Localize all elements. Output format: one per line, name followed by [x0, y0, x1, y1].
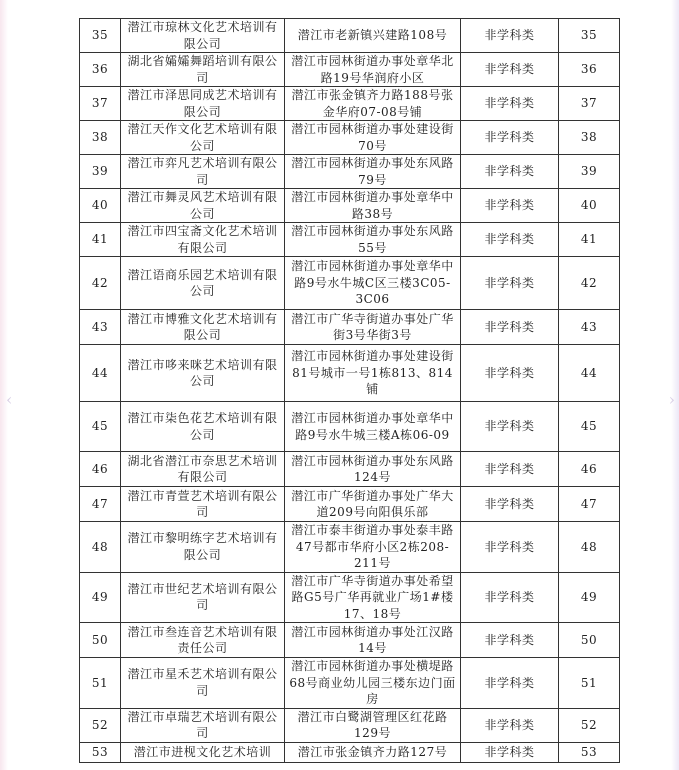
row-number-cell: 42 — [80, 257, 121, 310]
row-number-cell: 37 — [80, 87, 121, 121]
row-number-cell: 41 — [80, 223, 121, 257]
category-cell: 非学科类 — [461, 708, 559, 742]
table-row — [80, 223, 620, 257]
institution-name-cell: 潜江市四宝斋文化艺术培训有限公司 — [121, 223, 285, 257]
institution-address-cell: 潜江市园林街道办事处建设街81号城市一号1栋813、814铺 — [285, 345, 461, 402]
table-row — [80, 487, 620, 522]
institution-name-cell: 潜江市叁连音艺术培训有限责任公司 — [121, 623, 285, 658]
institution-address-cell: 潜江市白鹭湖管理区红花路129号 — [285, 708, 461, 742]
institution-name-cell: 潜江市青萱艺术培训有限公司 — [121, 487, 285, 522]
institution-name-cell: 潜江市黎明练字艺术培训有限公司 — [121, 522, 285, 573]
institution-name-cell: 潜江市世纪艺术培训有限公司 — [121, 572, 285, 623]
institution-address-cell: 潜江市园林街道办事处横堤路68号商业幼儿园三楼东边门面房 — [285, 658, 461, 709]
institution-address-cell: 潜江市老新镇兴建路108号 — [285, 19, 461, 53]
row-index-cell: 37 — [559, 87, 620, 121]
category-cell: 非学科类 — [461, 742, 559, 762]
table-row — [80, 257, 620, 310]
row-number-cell: 39 — [80, 155, 121, 189]
institution-address-cell: 潜江市园林街道办事处江汉路14号 — [285, 623, 461, 658]
institution-address-cell: 潜江市张金镇齐力路188号张金华府07-08号铺 — [285, 87, 461, 121]
row-index-cell: 43 — [559, 310, 620, 345]
row-index-cell: 46 — [559, 452, 620, 487]
table-row — [80, 310, 620, 345]
category-cell: 非学科类 — [461, 345, 559, 402]
row-index-cell: 44 — [559, 345, 620, 402]
row-index-cell: 40 — [559, 189, 620, 223]
category-cell: 非学科类 — [461, 53, 559, 87]
institution-address-cell: 潜江市广华寺街道办事处广华街3号华街3号 — [285, 310, 461, 345]
row-number-cell: 36 — [80, 53, 121, 87]
table-row — [80, 658, 620, 709]
institution-address-cell: 潜江市园林街道办事处建设街70号 — [285, 121, 461, 155]
institution-address-cell: 潜江市园林街道办事处东风路55号 — [285, 223, 461, 257]
table-row — [80, 155, 620, 189]
table-row — [80, 121, 620, 155]
row-number-cell: 53 — [80, 742, 121, 762]
institution-name-cell: 潜江市泽思同成艺术培训有限公司 — [121, 87, 285, 121]
row-number-cell: 40 — [80, 189, 121, 223]
category-cell: 非学科类 — [461, 522, 559, 573]
institution-name-cell: 潜江市哆来咪艺术培训有限公司 — [121, 345, 285, 402]
row-number-cell: 47 — [80, 487, 121, 522]
row-number-cell: 44 — [80, 345, 121, 402]
institution-table — [79, 18, 620, 763]
row-number-cell: 48 — [80, 522, 121, 573]
institution-address-cell: 潜江市园林街道办事处章华中路38号 — [285, 189, 461, 223]
row-index-cell: 41 — [559, 223, 620, 257]
table-row — [80, 572, 620, 623]
category-cell: 非学科类 — [461, 189, 559, 223]
row-index-cell: 45 — [559, 402, 620, 452]
row-index-cell: 53 — [559, 742, 620, 762]
category-cell: 非学科类 — [461, 87, 559, 121]
institution-address-cell: 潜江市园林街道办事处章华北路19号华润府小区 — [285, 53, 461, 87]
row-number-cell: 51 — [80, 658, 121, 709]
row-index-cell: 48 — [559, 522, 620, 573]
category-cell: 非学科类 — [461, 623, 559, 658]
row-number-cell: 35 — [80, 19, 121, 53]
table-row — [80, 19, 620, 53]
institution-name-cell: 潜江市进枧文化艺术培训 — [121, 742, 285, 762]
category-cell: 非学科类 — [461, 121, 559, 155]
category-cell: 非学科类 — [461, 310, 559, 345]
row-index-cell: 42 — [559, 257, 620, 310]
category-cell: 非学科类 — [461, 257, 559, 310]
table-row — [80, 189, 620, 223]
institution-name-cell: 潜江市琼林文化艺术培训有限公司 — [121, 19, 285, 53]
table-row — [80, 742, 620, 762]
table-row — [80, 87, 620, 121]
row-index-cell: 51 — [559, 658, 620, 709]
institution-address-cell: 潜江市泰丰街道办事处泰丰路47号都市华府小区2栋208-211号 — [285, 522, 461, 573]
institution-address-cell: 潜江市张金镇齐力路127号 — [285, 742, 461, 762]
row-number-cell: 43 — [80, 310, 121, 345]
table-row — [80, 522, 620, 573]
institution-name-cell: 潜江天作文化艺术培训有限公司 — [121, 121, 285, 155]
row-index-cell: 47 — [559, 487, 620, 522]
table-row — [80, 452, 620, 487]
row-number-cell: 49 — [80, 572, 121, 623]
institution-address-cell: 潜江市园林街道办事处章华中路9号水牛城C区三楼3C05-3C06 — [285, 257, 461, 310]
row-number-cell: 50 — [80, 623, 121, 658]
institution-name-cell: 潜江市柒色花艺术培训有限公司 — [121, 402, 285, 452]
row-index-cell: 36 — [559, 53, 620, 87]
institution-name-cell: 湖北省潜江市奈思艺术培训有限公司 — [121, 452, 285, 487]
category-cell: 非学科类 — [461, 402, 559, 452]
row-index-cell: 49 — [559, 572, 620, 623]
category-cell: 非学科类 — [461, 487, 559, 522]
institution-address-cell: 潜江市园林街道办事处章华中路9号水牛城三楼A栋06-09 — [285, 402, 461, 452]
institution-name-cell: 潜江市星禾艺术培训有限公司 — [121, 658, 285, 709]
row-index-cell: 39 — [559, 155, 620, 189]
institution-name-cell: 湖北省孀孀舞蹈培训有限公司 — [121, 53, 285, 87]
category-cell: 非学科类 — [461, 572, 559, 623]
institution-address-cell: 潜江市园林街道办事处东风路79号 — [285, 155, 461, 189]
institution-name-cell: 潜江市舞灵风艺术培训有限公司 — [121, 189, 285, 223]
table-row — [80, 708, 620, 742]
row-number-cell: 46 — [80, 452, 121, 487]
row-number-cell: 38 — [80, 121, 121, 155]
table-row — [80, 53, 620, 87]
row-number-cell: 45 — [80, 402, 121, 452]
institution-name-cell: 潜江市卓瑞艺术培训有限公司 — [121, 708, 285, 742]
table-row — [80, 623, 620, 658]
institution-address-cell: 潜江市广华寺街道办事处希望路G5号广华再就业广场1#楼17、18号 — [285, 572, 461, 623]
category-cell: 非学科类 — [461, 19, 559, 53]
row-index-cell: 52 — [559, 708, 620, 742]
table-row — [80, 402, 620, 452]
category-cell: 非学科类 — [461, 155, 559, 189]
category-cell: 非学科类 — [461, 223, 559, 257]
row-index-cell: 38 — [559, 121, 620, 155]
institution-name-cell: 潜江语商乐园艺术培训有限公司 — [121, 257, 285, 310]
category-cell: 非学科类 — [461, 452, 559, 487]
institution-name-cell: 潜江市博雅文化艺术培训有限公司 — [121, 310, 285, 345]
row-index-cell: 35 — [559, 19, 620, 53]
left-scroll-arrow-icon: ‹ — [6, 390, 13, 409]
row-index-cell: 50 — [559, 623, 620, 658]
institution-name-cell: 潜江市弈凡艺术培训有限公司 — [121, 155, 285, 189]
institution-address-cell: 潜江市园林街道办事处东风路124号 — [285, 452, 461, 487]
row-number-cell: 52 — [80, 708, 121, 742]
table-row — [80, 345, 620, 402]
right-scroll-arrow-icon: › — [668, 390, 675, 409]
category-cell: 非学科类 — [461, 658, 559, 709]
institution-address-cell: 潜江市广华街道办事处广华大道209号向阳俱乐部 — [285, 487, 461, 522]
